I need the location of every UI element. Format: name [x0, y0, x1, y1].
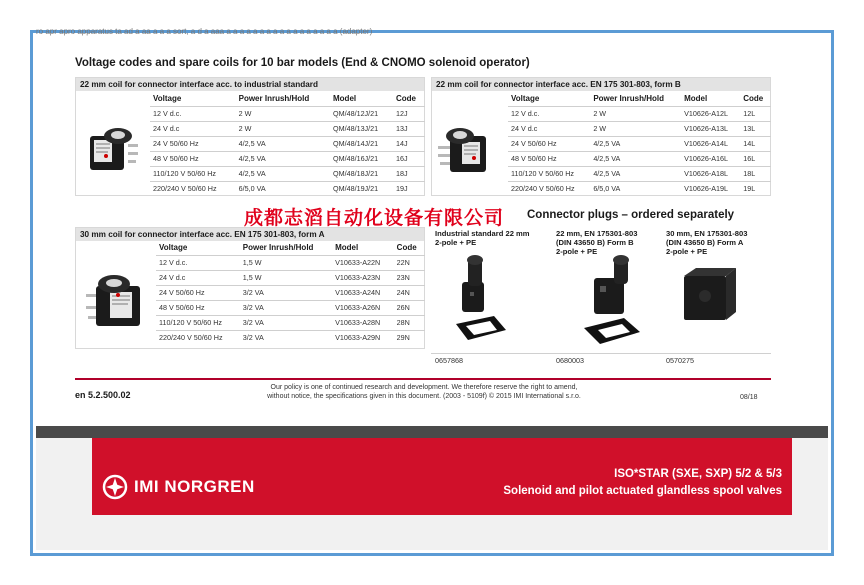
table-row	[150, 122, 425, 137]
col-code: Code	[395, 94, 416, 103]
cell: 14J	[393, 137, 425, 152]
cell: V10626-A19L	[681, 182, 740, 197]
cell: QM/48/12J/21	[330, 107, 393, 122]
cell: 14L	[740, 137, 771, 152]
cell: QM/48/14J/21	[330, 137, 393, 152]
col-voltage: Voltage	[159, 243, 188, 252]
cell: 4/2,5 VA	[236, 152, 330, 167]
coil-22mm-form-b-image	[436, 124, 498, 176]
connector-label-industrial	[435, 229, 553, 247]
connector-label-line: 2-pole + PE	[435, 238, 477, 247]
coil-22mm-industrial-image	[84, 122, 144, 174]
cell: 2 W	[236, 107, 330, 122]
table-row	[150, 137, 425, 152]
panel-title: 22 mm coil for connector interface acc. EN 175 301-803, form B	[432, 78, 770, 91]
cell: 4/2,5 VA	[590, 167, 681, 182]
cell: 4/2,5 VA	[590, 137, 681, 152]
cell: 4/2,5 VA	[236, 137, 330, 152]
connector-code-form-b: 0680003	[556, 356, 584, 365]
imi-compass-icon	[102, 474, 128, 500]
col-power: Power Inrush/Hold	[242, 243, 314, 252]
cell: 19L	[740, 182, 771, 197]
cell: 12 V d.c.	[508, 107, 590, 122]
cell: V10626-A13L	[681, 122, 740, 137]
connector-plug-form-b-image	[580, 252, 644, 348]
cell: 16J	[393, 152, 425, 167]
cell: 18L	[740, 167, 771, 182]
connector-label-line: (DIN 43650 B) Form A	[666, 238, 744, 247]
page-number: 08/18	[740, 394, 758, 401]
table-row	[150, 182, 425, 197]
cell: 29N	[394, 331, 425, 346]
cell: 12 V d.c.	[156, 256, 240, 271]
col-code: Code	[396, 243, 417, 252]
cell: 1,5 W	[240, 271, 332, 286]
table-row	[508, 107, 771, 122]
connector-section-title: Connector plugs – ordered separately	[527, 209, 735, 221]
panel-title: 22 mm coil for connector interface acc. to industrial standard	[76, 78, 424, 91]
cell: V10633-A23N	[332, 271, 394, 286]
product-subtitle: Solenoid and pilot actuated glandless spool valves	[503, 485, 782, 497]
cell: 12 V d.c.	[150, 107, 236, 122]
table-row	[508, 167, 771, 182]
connector-code-form-a: 0570275	[666, 356, 694, 365]
section-heading: Voltage codes and spare coils for 10 bar models (End & CNOMO solenoid operator)	[75, 57, 530, 69]
brand-banner	[92, 438, 792, 515]
table-row	[150, 107, 425, 122]
brand-name: IMI NORGREN	[134, 477, 255, 496]
cell: 220/240 V 50/60 Hz	[508, 182, 590, 197]
connector-code-industrial: 0657868	[435, 356, 463, 365]
cell: 6/5,0 VA	[590, 182, 681, 197]
policy-line: without notice, the specifications given in this document. (2003 - 5109f) © 2015 IMI International s.r.o.	[267, 393, 581, 400]
table-row	[508, 152, 771, 167]
top-clipped-text: ro apr apro apparatus ta ad a aa a a a sort, a d a aaa a a a a a a a a a a a a a a a a a (adapter)	[36, 28, 373, 36]
coil-30mm-form-a-image	[82, 270, 152, 330]
table-row	[156, 316, 425, 331]
cell: 28N	[394, 316, 425, 331]
policy-line: Our policy is one of continued research and development. We therefore reserve the right to amend,	[270, 384, 578, 391]
col-model: Model	[684, 94, 708, 103]
document-id: en 5.2.500.02	[75, 390, 131, 400]
cell: 2 W	[236, 122, 330, 137]
cell: 12J	[393, 107, 425, 122]
col-model: Model	[335, 243, 359, 252]
cell: 48 V 50/60 Hz	[156, 301, 240, 316]
connector-plug-form-a-image	[678, 266, 742, 346]
table-row	[150, 167, 425, 182]
table-row	[156, 271, 425, 286]
table-row	[156, 286, 425, 301]
cell: 3/2 VA	[240, 331, 332, 346]
cell: 18J	[393, 167, 425, 182]
cell: 16L	[740, 152, 771, 167]
coil-table-form-a	[156, 241, 425, 346]
cell: 3/2 VA	[240, 301, 332, 316]
connector-label-line: 2-pole + PE	[556, 247, 598, 256]
footer-separator	[75, 378, 771, 380]
cell: 110/120 V 50/60 Hz	[150, 167, 236, 182]
cell: 22N	[394, 256, 425, 271]
connector-divider	[431, 353, 771, 354]
cell: QM/48/13J/21	[330, 122, 393, 137]
table-row	[156, 331, 425, 346]
col-power: Power Inrush/Hold	[238, 94, 310, 103]
cell: 24N	[394, 286, 425, 301]
cell: V10633-A24N	[332, 286, 394, 301]
col-code: Code	[743, 94, 764, 103]
cell: 19J	[393, 182, 425, 197]
table-row	[508, 182, 771, 197]
cell: V10626-A14L	[681, 137, 740, 152]
cell: QM/48/19J/21	[330, 182, 393, 197]
cell: 220/240 V 50/60 Hz	[156, 331, 240, 346]
cell: 110/120 V 50/60 Hz	[156, 316, 240, 331]
cell: V10633-A26N	[332, 301, 394, 316]
connector-label-form-a	[666, 229, 772, 256]
cell: 110/120 V 50/60 Hz	[508, 167, 590, 182]
coil-table-industrial	[150, 92, 425, 197]
cell: 24 V 50/60 Hz	[156, 286, 240, 301]
connector-label-line: 2-pole + PE	[666, 247, 708, 256]
table-row	[508, 122, 771, 137]
cell: 1,5 W	[240, 256, 332, 271]
cell: QM/48/18J/21	[330, 167, 393, 182]
col-voltage: Voltage	[511, 94, 540, 103]
cell: 3/2 VA	[240, 316, 332, 331]
col-power: Power Inrush/Hold	[593, 94, 664, 103]
cell: 3/2 VA	[240, 286, 332, 301]
connector-label-line: 22 mm, EN 175301-803	[556, 229, 638, 238]
cell: V10633-A22N	[332, 256, 394, 271]
cell: 24 V 50/60 Hz	[508, 137, 590, 152]
cell: 48 V 50/60 Hz	[508, 152, 590, 167]
cell: 13J	[393, 122, 425, 137]
cell: 2 W	[590, 107, 681, 122]
cell: 220/240 V 50/60 Hz	[150, 182, 236, 197]
cell: V10626-A12L	[681, 107, 740, 122]
connector-label-line: Industrial standard 22 mm	[435, 229, 530, 238]
cell: 24 V d.c	[508, 122, 590, 137]
cell: V10626-A16L	[681, 152, 740, 167]
dark-band	[36, 426, 828, 438]
policy-notice	[214, 383, 634, 401]
product-title: ISO*STAR (SXE, SXP) 5/2 & 5/3	[614, 468, 782, 480]
connector-plug-industrial-image	[450, 252, 510, 344]
cell: 4/2,5 VA	[590, 152, 681, 167]
cell: 48 V 50/60 Hz	[150, 152, 236, 167]
cell: 24 V d.c	[156, 271, 240, 286]
cell: QM/48/16J/21	[330, 152, 393, 167]
cell: 6/5,0 VA	[236, 182, 330, 197]
cell: V10633-A28N	[332, 316, 394, 331]
connector-label-line: 30 mm, EN 175301-803	[666, 229, 748, 238]
cell: V10626-A18L	[681, 167, 740, 182]
cell: 2 W	[590, 122, 681, 137]
cell: 4/2,5 VA	[236, 167, 330, 182]
cell: 13L	[740, 122, 771, 137]
company-watermark: 成都志滔自动化设备有限公司	[244, 207, 505, 229]
cell: 24 V d.c	[150, 122, 236, 137]
coil-table-form-b	[508, 92, 771, 197]
brand-logo	[102, 474, 255, 500]
table-row	[156, 301, 425, 316]
cell: 26N	[394, 301, 425, 316]
cell: 23N	[394, 271, 425, 286]
col-voltage: Voltage	[153, 94, 182, 103]
table-row	[150, 152, 425, 167]
cell: 24 V 50/60 Hz	[150, 137, 236, 152]
panel-title: 30 mm coil for connector interface acc. EN 175 301-803, form A	[76, 228, 424, 241]
connector-label-line: (DIN 43650 B) Form B	[556, 238, 634, 247]
col-model: Model	[333, 94, 357, 103]
cell: V10633-A29N	[332, 331, 394, 346]
table-row	[156, 256, 425, 271]
cell: 12L	[740, 107, 771, 122]
table-row	[508, 137, 771, 152]
